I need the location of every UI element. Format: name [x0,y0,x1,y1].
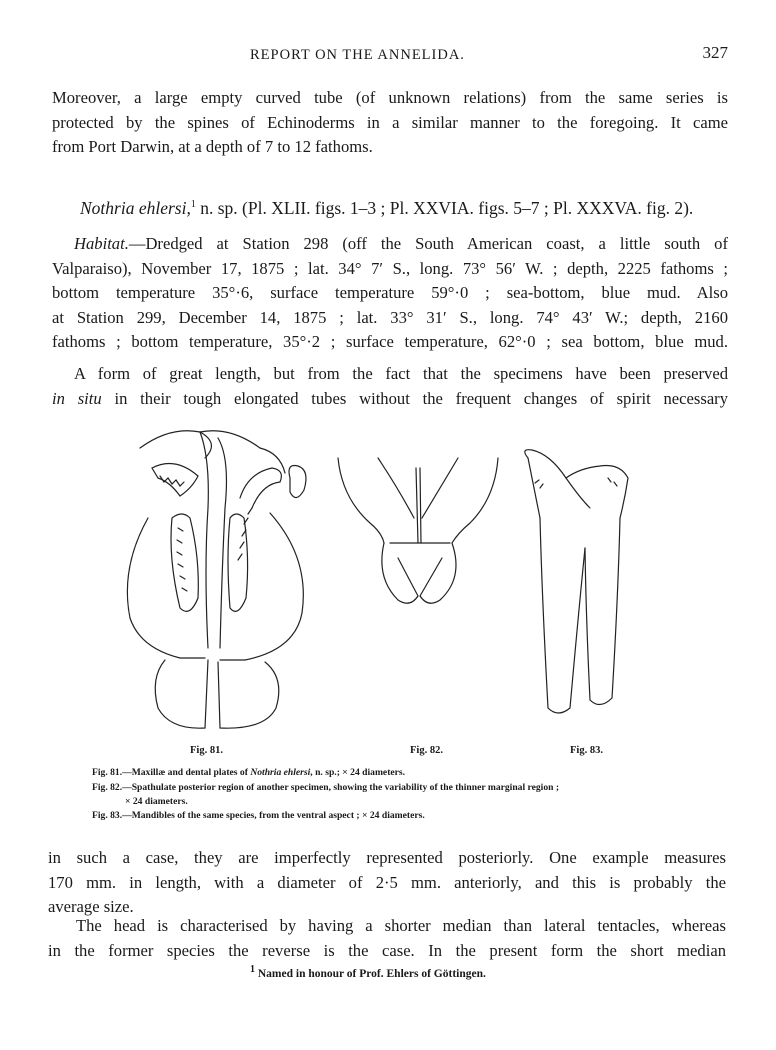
text-line: 170 mm. in length, with a diameter of 2·5 mm. anteriorly, and this is probably the [48,872,726,892]
fig82-drawing [338,458,498,603]
species-name: Nothria ehlersi, [80,198,191,218]
paragraph-continued [48,846,726,920]
text-line: from Port Darwin, at a depth of 7 to 12 fathoms. [52,137,373,156]
paragraph-intro [52,86,728,160]
fig81-label: Fig. 81. [190,745,223,756]
text-line: protected by the spines of Echinoderms in a similar manner to the foregoing. It came [52,112,728,132]
figure-illustrations [80,418,680,748]
paragraph-description-start [52,362,728,411]
text-line: The head is characterised by having a shorter median than lateral tentacles, whereas [76,916,726,935]
footnote-marker: 1 [190,199,196,211]
text-line: Valparaiso), November 17, 1875 ; lat. 34° 7′ S., long. 73° 56′ W. ; depth, 2225 fathoms ; [52,258,728,278]
running-title: REPORT ON THE ANNELIDA. [250,47,465,63]
footnote-number: 1 [250,964,255,975]
text-line: average size. [48,897,134,916]
text-line: in the former species the reverse is the case. In the present form the short median [48,940,726,960]
text-line: fathoms ; bottom temperature, 35°·2 ; surface temperature, 62°·0 ; sea bottom, blue mud. [52,332,728,351]
text-line: Moreover, a large empty curved tube (of unknown relations) from the same series is [52,88,728,107]
footnote [250,964,486,980]
fig82-label: Fig. 82. [410,745,443,756]
habitat-label: Habitat. [74,234,129,253]
text-line: in such a case, they are imperfectly represented posteriorly. One example measures [48,848,726,867]
text-line: A form of great length, but from the fact that the specimens have been preserved [74,364,728,383]
text-line: bottom temperature 35°·6, surface temperature 59°·0 ; sea-bottom, blue mud. Also [52,283,728,302]
text-line: at Station 299, December 14, 1875 ; lat. 33° 31′ S., long. 74° 43′ W.; depth, 2160 [52,307,728,327]
fig83-label: Fig. 83. [570,745,603,756]
species-heading [80,198,693,219]
caption-fig82-cont: × 24 diameters. [125,796,188,807]
species-heading-rest: n. sp. (Pl. XLII. figs. 1–3 ; Pl. XXVIA. figs. 5–7 ; Pl. XXXVA. fig. 2). [195,198,694,218]
footnote-text: Named in honour of Prof. Ehlers of Göttingen. [255,967,486,980]
text-line: Habitat.—Dredged at Station 298 (off the South American coast, a little south of [74,234,728,253]
caption-fig81: Fig. 81.—Maxillæ and dental plates of Nothria ehlersi, n. sp.; × 24 diameters. [92,767,406,778]
paragraph-habitat [52,232,728,355]
text-line: in situ in their tough elongated tubes without the frequent changes of spirit necessary [52,388,729,408]
page-number: 327 [702,43,728,62]
caption-fig82: Fig. 82.—Spathulate posterior region of another specimen, showing the variability of the thinner marginal region ; [92,782,560,793]
fig81-drawing [127,431,306,728]
paragraph-head [48,914,726,963]
caption-fig83: Fig. 83.—Mandibles of the same species, from the ventral aspect ; × 24 diameters. [92,810,425,821]
fig83-drawing [525,450,628,713]
